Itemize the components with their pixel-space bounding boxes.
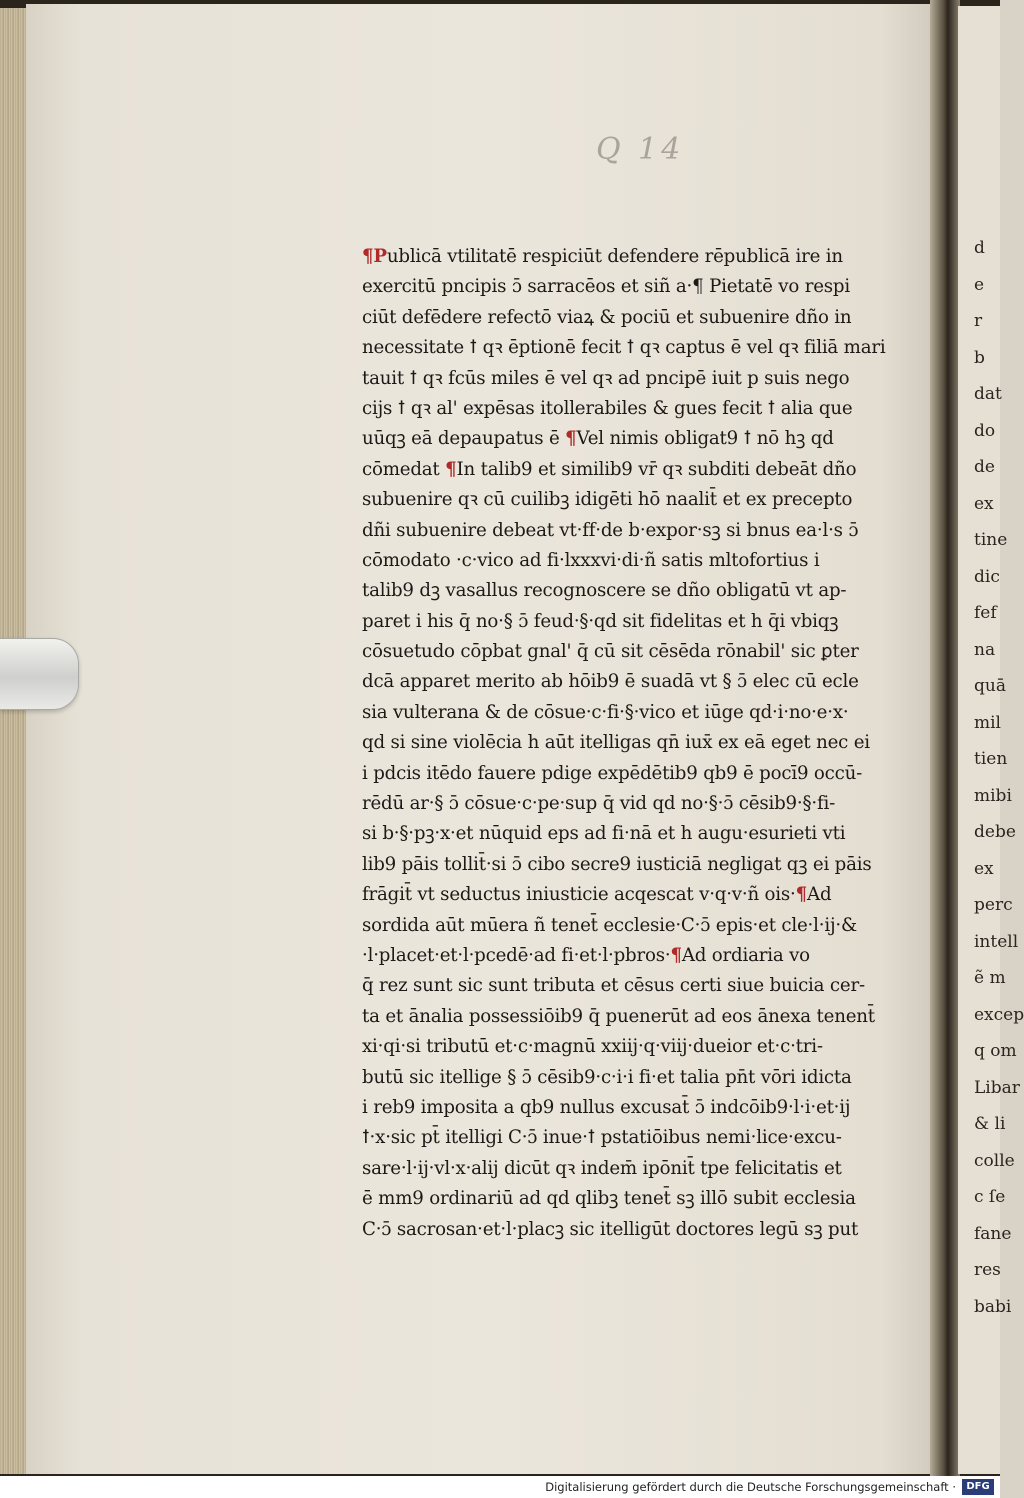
facing-page-fragment: r (974, 311, 983, 331)
text-column (362, 242, 942, 1245)
line-text: Vel nimis obligat9 ꝉ nō hꝫ qd (576, 428, 834, 450)
line-text: paret i his q̄ no·§ ɔ̄ feud·§·qd sit fidelitas et h q̄i vbiqꝫ (362, 610, 839, 632)
pencil-folio-note: Q 14 (596, 132, 685, 167)
line-text: subuenire qꝛ cū cuilibꝫ idigēti hō naalit̄ et ex precepto (362, 489, 853, 511)
line-text-pre: ·l·placet·et·l·pcedē·ad fi·et·l·pbros· (362, 944, 671, 966)
line-text: talib9 dꝫ vasallus recognoscere se dño obligatū vt ap- (362, 580, 847, 602)
text-line (362, 424, 942, 454)
facing-page-fragment: dic (974, 566, 1000, 587)
facing-page-fragment: mibi (974, 785, 1012, 806)
line-text: Ad (807, 884, 832, 906)
facing-page-fragment: Libar (974, 1077, 1020, 1098)
text-line (362, 759, 942, 789)
line-text: sordida aūt mūera ñ tenet̄ ecclesie·C·ɔ̄ epis·et cle·l·ij·& (362, 914, 857, 936)
text-line (362, 607, 942, 637)
line-text: si b·§·pꝫ·x·et nūquid eps ad fi·nā et h augu·esurieti vti (362, 823, 846, 845)
rubric-mark: ¶ (670, 944, 682, 966)
funding-credit: Digitalisierung gefördert durch die Deutsche Forschungsgemeinschaft · (545, 1480, 956, 1494)
facing-page-fragment: intell (974, 931, 1019, 952)
line-text: dñi subuenire debeat vt·ff·de b·expor·sꝫ si bnus ea·l·s ɔ̄ (362, 519, 859, 541)
rubric-mark: ¶ (445, 458, 457, 480)
text-line (362, 1093, 942, 1123)
facing-page-fragment: d (974, 238, 985, 258)
text-line (362, 242, 942, 272)
text-line (362, 364, 942, 394)
rubric-mark: ¶ (565, 428, 577, 450)
line-text: cōmodato ·c·vi̇co ad fi·lxxxvi·di·ñ satis mltofortius i (362, 549, 820, 571)
text-line (362, 1154, 942, 1184)
facing-page-fragment: ex (974, 493, 994, 514)
facing-page-fragment: q om (974, 1041, 1017, 1061)
text-line (362, 546, 942, 576)
line-text: ꝉ·x·sic pt̄ itelligi C·ɔ̄ inue·ꝉ pstatiōibus nemi·lice·excu- (362, 1127, 842, 1149)
text-line (362, 637, 942, 667)
line-text: Ad ordiaria vo (681, 944, 810, 966)
text-line (362, 1215, 942, 1245)
line-text: sare·l·ij·vl·x·alij dicūt qꝛ indem̄ ipōnit̄ tpe felicitatis et (362, 1157, 842, 1179)
footer-bar (0, 1476, 1000, 1498)
line-text: tauit ꝉ qꝛ fcūs miles ē vel qꝛ ad pncipē iuit p suis nego (362, 367, 850, 389)
line-text: sia vulterana & de cōsue·c·fi·§·vi̇co et iūge qd·i·no·e·x· (362, 701, 849, 723)
text-line (362, 1063, 942, 1093)
text-line (362, 850, 942, 880)
line-text: necessitate ꝉ qꝛ ēptionē fecit ꝉ qꝛ captus ē vel qꝛ filiā mari (362, 337, 886, 359)
facing-page-fragment: & li (974, 1114, 1006, 1134)
text-line (362, 394, 942, 424)
line-text: ublicā vtilitatē respiciūt defendere rēpublicā ire in (386, 246, 843, 267)
line-text: i reb9 imposita a qb9 nullus excusat̄ ɔ̄ indcōib9·l·i·et·ij (362, 1096, 851, 1118)
facing-page-fragment: na (974, 639, 996, 660)
facing-page-fragment: mil (974, 712, 1001, 733)
facing-page-fragment: colle (974, 1150, 1015, 1171)
facing-page-fragment: b (974, 347, 985, 368)
facing-page-fragment: ex (974, 858, 994, 879)
line-text-pre: uūqꝫ eā depaupatus ē (362, 428, 566, 450)
facing-page-fragment: babi (974, 1296, 1012, 1317)
facing-page-fragment: de (974, 457, 995, 477)
text-line (362, 728, 942, 758)
facing-page-fragment: tien (974, 749, 1008, 769)
line-text: butū sic itellige § ɔ̄ cēsib9·c·i·i fi·et talia pn̄t vōri idicta (362, 1066, 852, 1088)
text-line (362, 819, 942, 849)
line-text: i pdcis itēdo fauere pdige expēdētib9 qb9 ē pocī9 occū- (362, 762, 863, 784)
line-text: ē mm9 ordinariū ad qd qlibꝫ tenet̄ sꝫ illō subit ecclesia (362, 1188, 856, 1210)
rubric-mark: ¶ (795, 884, 808, 906)
dfg-logo-icon: DFG (962, 1479, 994, 1495)
facing-page-fragment: quā (974, 676, 1006, 696)
facing-page-fragment: perc (974, 895, 1013, 915)
page-stack-edge (0, 8, 26, 1474)
line-text: lib9 pāis tollit̄·si ɔ̄ cibo secre9 iusticiā negligat qꝫ ei pāis (362, 853, 872, 875)
manuscript-page (26, 4, 956, 1474)
line-text: q̄ rez sunt sic sunt tributa et cēsus certi siue buicia cer- (362, 975, 865, 997)
book-gutter (930, 0, 960, 1476)
facing-page-fragment: c ſe (974, 1187, 1006, 1207)
text-line (362, 789, 942, 819)
text-line (362, 941, 942, 971)
text-line (362, 698, 942, 728)
facing-page-fragment: debe (974, 822, 1016, 842)
facing-page-fragment: do (974, 420, 996, 441)
text-line (362, 911, 942, 941)
text-line (362, 576, 942, 606)
line-text: dcā apparet merito ab hōib9 ē suadā vt § ɔ̄ elec cū ecle (362, 671, 859, 693)
text-line (362, 1184, 942, 1214)
line-text: C·ɔ̄ sacrosan·et·l·placꝫ sic itelligūt doctores legū sꝫ put (362, 1218, 859, 1240)
text-line (362, 667, 942, 697)
line-text: ta et ānalia possessiōib9 q̄ puenerūt ad eos ānexa tenent̄ (362, 1005, 875, 1027)
facing-page-fragment: dat (974, 384, 1002, 404)
text-line (362, 303, 942, 333)
facing-page-fragment: excep (974, 1004, 1024, 1025)
line-text: cōsuetudo cōpbat gnal' q̄ cū sit cēsēda rōnabil' sic ꝑter (362, 641, 859, 663)
line-text: rēdū ar·§ ɔ̄ cōsue·c·pe·sup q̄ vid qd no·§·ɔ̄ cēsib9·§·fi- (362, 793, 836, 815)
facing-page-edge (958, 6, 1024, 1474)
text-line (362, 880, 942, 910)
line-text-pre: frāgit̄ vt seductus iniusticie acqescat v·q·v·ñ ois· (362, 884, 796, 906)
text-line (362, 1123, 942, 1153)
facing-page-fragment: tine (974, 530, 1008, 550)
rubric-mark: ¶P (362, 246, 387, 267)
facing-page-fragment: res (974, 1260, 1001, 1280)
line-text: exercitū pncipis ɔ̄ sarracēos et siñ a·¶ Pietatē vo respi (362, 276, 850, 298)
text-line (362, 971, 942, 1001)
facing-page-fragment: ẽ m (974, 968, 1006, 988)
text-line (362, 485, 942, 515)
line-text: qd si sine violēcia h aūt itelligas qn̄ iux̄ ex eā eget nec ei (362, 732, 870, 754)
text-line (362, 1002, 942, 1032)
page-clip (0, 638, 79, 710)
facing-page-fragment: e (974, 274, 985, 295)
line-text: ciūt defēdere refectō viaꝝ & pociū et subuenire dño in (362, 306, 852, 328)
facing-page-fragment: fane (974, 1223, 1012, 1244)
line-text: In talib9 et similib9 vr̄ qꝛ subditi debeāt dño (456, 458, 857, 480)
line-text: xi·qi·si tributū et·c·magnū xxiij·q·viij·dueior et·c·tri- (362, 1036, 823, 1058)
text-line (362, 1032, 942, 1062)
text-line (362, 272, 942, 302)
text-line (362, 333, 942, 363)
text-line (362, 455, 942, 485)
text-line (362, 516, 942, 546)
line-text: cijs ꝉ qꝛ al' expēsas itollerabiles & gues fecit ꝉ alia que (362, 397, 853, 419)
facing-page-fragment: fef (974, 603, 997, 623)
line-text-pre: cōmedat (362, 458, 446, 480)
